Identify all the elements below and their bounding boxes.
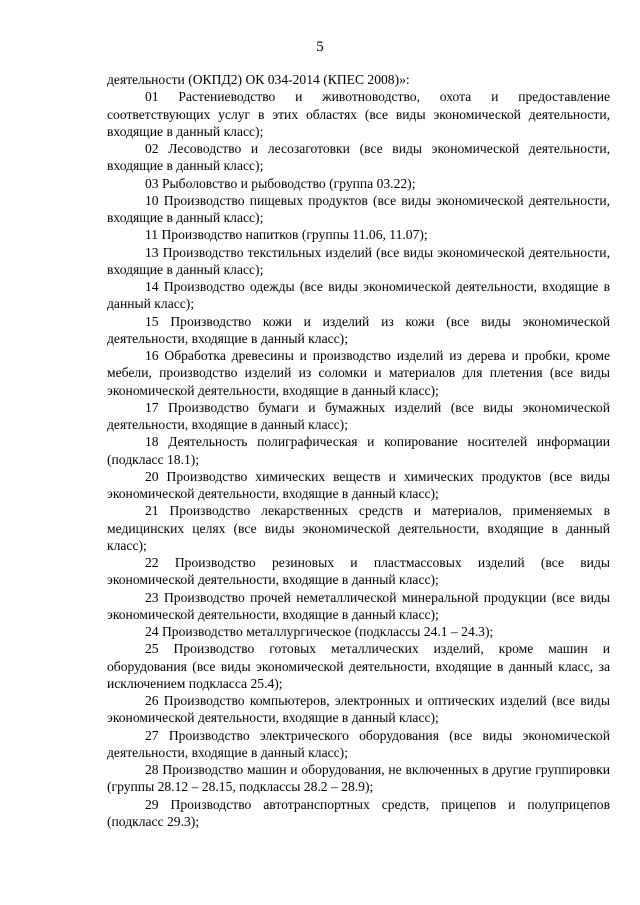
list-item-26: 26 Производство компьютеров, электронных и оптических изделий (все виды экономической деятельности, входящие в данный класс); bbox=[107, 693, 610, 726]
document-body bbox=[107, 71, 610, 830]
list-item-11: 11 Производство напитков (группы 11.06, 11.07); bbox=[145, 227, 428, 243]
list-item-20: 20 Производство химических веществ и химических продуктов (все виды экономической деятельности, входящие в данный класс); bbox=[107, 468, 610, 501]
list-item-01: 01 Растениеводство и животноводство, охота и предоставление соответствующих услуг в этих областях (все виды экономической деятельности, входящие в данный класс); bbox=[107, 89, 610, 139]
list-item-02: 02 Лесоводство и лесозаготовки (все виды экономической деятельности, входящие в данный класс); bbox=[107, 141, 610, 174]
list-item-15: 15 Производство кожи и изделий из кожи (все виды экономической деятельности, входящие в данный класс); bbox=[107, 313, 610, 346]
list-item-22: 22 Производство резиновых и пластмассовых изделий (все виды экономической деятельности, входящие в данный класс); bbox=[107, 555, 610, 588]
list-item-14: 14 Производство одежды (все виды экономической деятельности, входящие в данный класс); bbox=[107, 279, 610, 312]
list-item-13: 13 Производство текстильных изделий (все виды экономической деятельности, входящие в данный класс); bbox=[107, 244, 610, 277]
list-item-24: 24 Производство металлургическое (подклассы 24.1 – 24.3); bbox=[145, 624, 494, 639]
list-item-21: 21 Производство лекарственных средств и материалов, применяемых в медицинских целях (все виды экономической деятельности, входящие в данный класс); bbox=[107, 503, 610, 553]
intro-paragraph: деятельности (ОКПД2) ОК 034-2014 (КПЕС 2008)»: bbox=[107, 72, 410, 87]
list-item-18: 18 Деятельность полиграфическая и копирование носителей информации (подкласс 18.1); bbox=[107, 434, 610, 467]
list-item-29: 29 Производство автотранспортных средств, прицепов и полуприцепов (подкласс 29.3); bbox=[107, 796, 610, 829]
list-item-27: 27 Производство электрического оборудования (все виды экономической деятельности, входящие в данный класс); bbox=[107, 727, 610, 760]
list-item-25: 25 Производство готовых металлических изделий, кроме машин и оборудования (все виды экономической деятельности, входящие в данный класс, за исключением подкласса 25.4); bbox=[107, 641, 610, 691]
list-item-10: 10 Производство пищевых продуктов (все виды экономической деятельности, входящие в данный класс); bbox=[107, 192, 610, 225]
list-item-23: 23 Производство прочей неметаллической минеральной продукции (все виды экономической деятельности, входящие в данный класс); bbox=[107, 589, 610, 622]
list-item-17: 17 Производство бумаги и бумажных изделий (все виды экономической деятельности, входящие в данный класс); bbox=[107, 399, 610, 432]
list-item-16: 16 Обработка древесины и производство изделий из дерева и пробки, кроме мебели, производство изделий из соломки и материалов для плетения (все виды экономической деятельности, входящие в данный класс); bbox=[107, 348, 610, 398]
page-number: 5 bbox=[316, 39, 324, 55]
list-item-03: 03 Рыболовство и рыбоводство (группа 03.22); bbox=[145, 175, 416, 191]
list-item-28: 28 Производство машин и оборудования, не включенных в другие группировки (группы 28.12 – 28.15, подклассы 28.2 – 28.9); bbox=[107, 762, 610, 795]
